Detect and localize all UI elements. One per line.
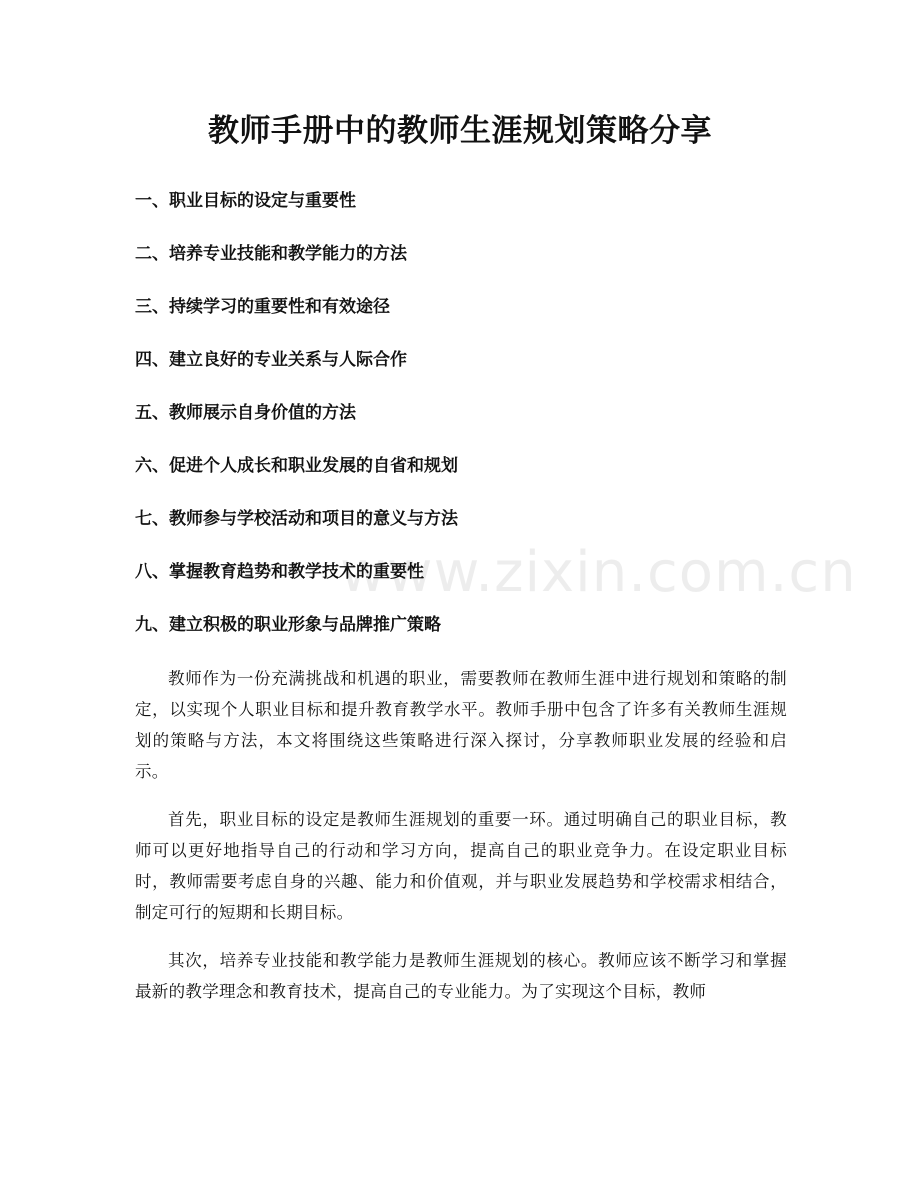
outline-item: 四、建立良好的专业关系与人际合作 [135,350,407,370]
watermark: www.zixin.com.cn [340,540,857,605]
document-body [135,663,787,1024]
outline-item: 八、掌握教育趋势和教学技术的重要性 [135,562,424,582]
document-title: 教师手册中的教师生涯规划策略分享 [208,113,712,149]
outline-item: 九、建立积极的职业形象与品牌推广策略 [135,615,441,635]
body-paragraph: 教师作为一份充满挑战和机遇的职业，需要教师在教师生涯中进行规划和策略的制定，以实现个人职业目标和提升教育教学水平。教师手册中包含了许多有关教师生涯规划的策略与方法，本文将围绕这些策略进行深入探讨，分享教师职业发展的经验和启示。 [135,669,787,781]
outline-item: 七、教师参与学校活动和项目的意义与方法 [135,509,458,529]
outline-item: 三、持续学习的重要性和有效途径 [135,297,390,317]
body-paragraph: 其次，培养专业技能和教学能力是教师生涯规划的核心。教师应该不断学习和掌握最新的教学理念和教育技术，提高自己的专业能力。为了实现这个目标，教师 [135,951,787,1001]
body-paragraph: 首先，职业目标的设定是教师生涯规划的重要一环。通过明确自己的职业目标，教师可以更好地指导自己的行动和学习方向，提高自己的职业竞争力。在设定职业目标时，教师需要考虑自身的兴趣、能力和价值观，并与职业发展趋势和学校需求相结合，制定可行的短期和长期目标。 [135,810,787,922]
outline-item: 二、培养专业技能和教学能力的方法 [135,244,407,264]
outline-item: 六、促进个人成长和职业发展的自省和规划 [135,456,458,476]
outline-item: 一、职业目标的设定与重要性 [135,191,356,211]
outline-item: 五、教师展示自身价值的方法 [135,403,356,423]
